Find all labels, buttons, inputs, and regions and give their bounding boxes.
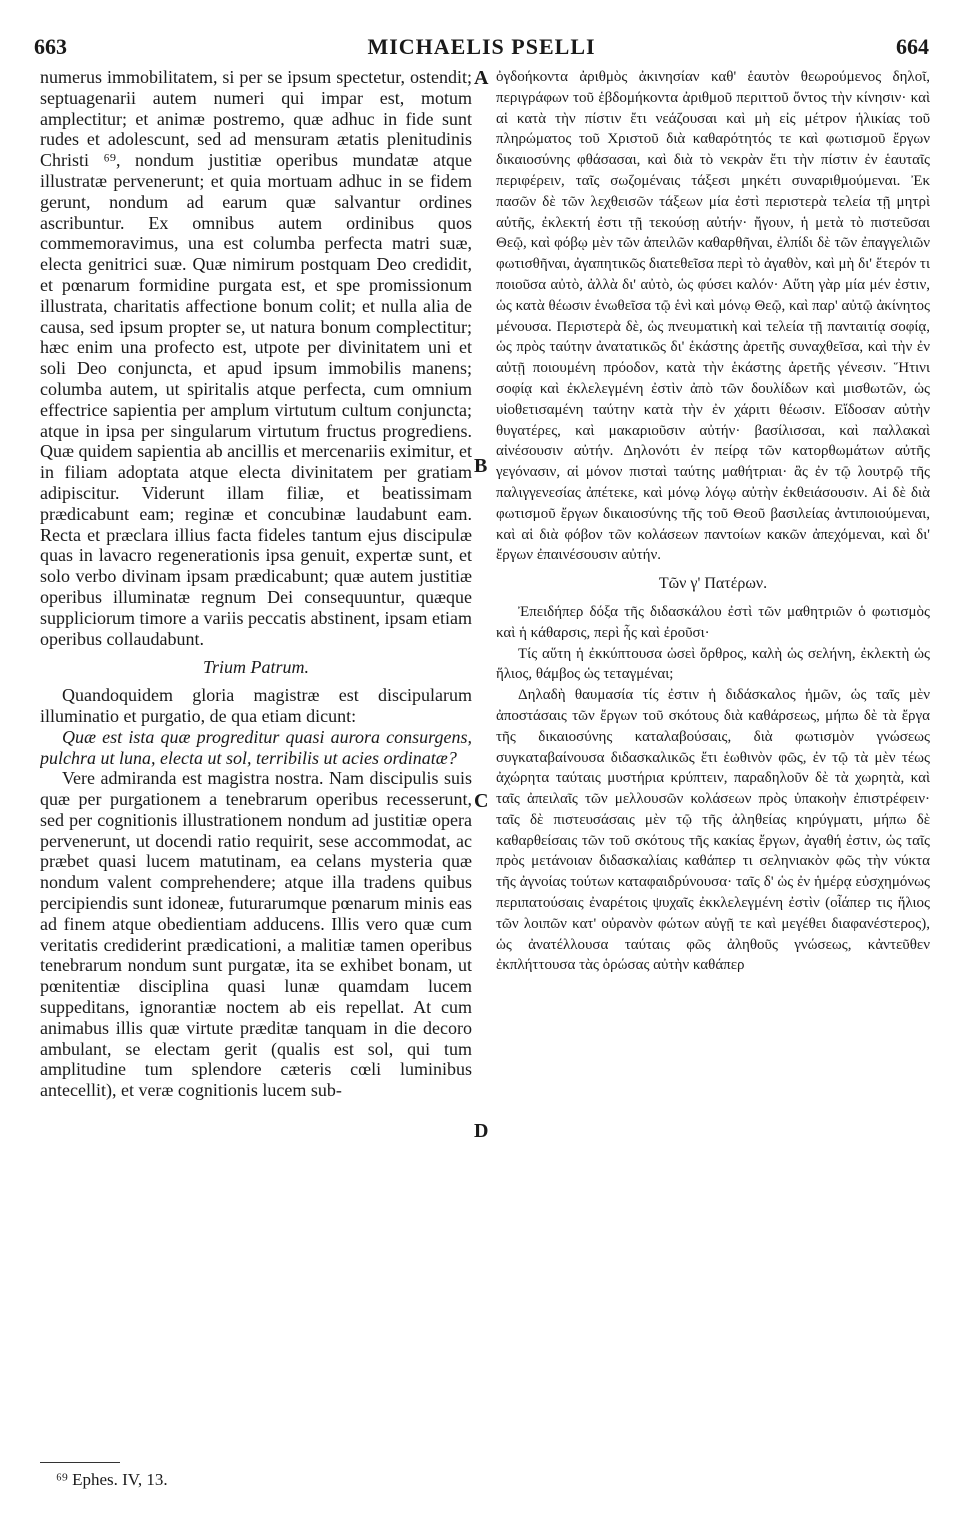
page-header — [34, 34, 929, 64]
page-number-left: 663 — [34, 34, 67, 59]
greek-section-heading: Τῶν γ' Πατέρων. — [658, 575, 768, 593]
margin-marker-c: C — [474, 790, 489, 812]
running-title: MICHAELIS PSELLI — [367, 34, 596, 59]
latin-column — [40, 67, 472, 1462]
footnote: ⁶⁹ Ephes. IV, 13. — [56, 1470, 168, 1489]
latin-quotation: Quæ est ista quæ progreditur quasi aurora consurgens, pulchra ut luna, electa ut sol, terribilis ut acies ordinatæ? — [40, 726, 472, 768]
latin-paragraph-2: Quandoquidem gloria magistræ est discipularum illuminatio et purgatio, de qua etiam dicunt: — [40, 685, 472, 726]
greek-paragraph-1: ὀγδοήκοντα ἀριθμὸς ἀκινησίαν καθ' ἑαυτὸν θεωρούμενος δηλοῖ, περιγράφων τοῦ ἑβδομήκοντα ἀριθμοῦ περιττοῦ ὄντος τὴν κίνησιν· καὶ αἱ κατὰ τὴν πίστιν ἔτι νεάζουσαι καὶ μὴ εἰς μέτρον ἡλικίας τοῦ πληρώματος τοῦ Χριστοῦ διὰ καθαρότητός τε καὶ φωτισμοῦ ἔργων δικαιοσύνης φθάσασαι, καὶ διὰ τὸ νεκρὰν ἔτι τὴν πίστιν ἐν ἑαυταῖς περιφέρειν, ταῖς σωζομέναις τάξεσι μηκέτι συναριθμούμεναι. Ἐκ πασῶν δὲ τῶν λεχθεισῶν τάξεων μία ἐστὶ περιστερὰ τελεία τῇ μητρὶ αὐτῆς, ἐκλεκτή ἐστι τῇ τεκούσῃ αὐτήν· ἤγουν, ἡ μετὰ τὸ πιστεῦσαι Θεῷ, καὶ φόβῳ μὲν τῶν ἀπειλῶν καθαρθῆναι, ἐλπίδι δὲ τῶν ἐπαγγελιῶν φωτισθῆναι, ἀγαπητικῶς διατεθεῖσα περὶ τὸ ἀγαθὸν, καὶ μὴ δι' ἕτερόν τι ποιοῦσα αὐτὸ, ἀλλὰ δι' αὐτὸ, ὡς φύσει καλόν· Αὕτη γὰρ μία μέν ἐστιν, ὡς κατὰ θέωσιν ἑνωθεῖσα τῷ ἑνὶ καὶ μόνῳ Θεῷ, καὶ παρ' αὐτῷ ἀκίνητος μένουσα. Περιστερὰ δὲ, ὡς πνευματικὴ καὶ τελεία τῇ πανταιτίᾳ σοφίᾳ, ὡς πρὸς ταύτην ἀνατατικῶς δι' ἑκάστης ἀρετῆς συναχθεῖσα, καὶ τὴν ἐν αὐτῇ ποιουμένη πρόοδον, κατὰ τὴν ἑκάστης ἀρετῆς γένεσιν. Ἥτινι σοφίᾳ καὶ ἐκλελεγμένη ἐστὶν ἀπὸ τῶν δουλίδων καὶ μισθωτῶν, ὡς υἱοθετισαμένη ταύτην κατὰ τὴν ἐν χάριτι θέωσιν. Εἴδοσαν αὐτὴν θυγατέρες, καὶ μακαριοῦσιν αὐτήν· βασίλισσαι, καὶ παλλακαὶ αἰνέσουσιν αὐτήν. Δηλονότι ἐν πείρᾳ τῶν κατορθωμάτων αὐτῆς γεγόνασιν, αἱ μόνον πισταὶ ταύτης μαθήτριαι· ἃς ἐν τῷ λουτρῷ τῆς παλιγγενεσίας ἀπέτεκε, καὶ μόνῳ λόγῳ αὐτὴν ἐκθειάσουσιν. Αἱ δὲ διὰ φωτισμοῦ ἔργων δικαιοσύνης τῆς τοῦ Θεοῦ βασιλείας ἀντιποιούμεναι, καὶ αἱ διὰ φόβον τῶν κολάσεων παντοίων κακῶν ἀπεχόμεναι, καὶ δι' ἔργων ἐπαινέσουσιν αὐτήν. — [496, 69, 930, 564]
greek-paragraph-3: Δηλαδὴ θαυμασία τίς ἐστιν ἡ διδάσκαλος ἡμῶν, ὡς ταῖς μὲν ἀποστάσαις τῶν ἔργων τοῦ σκότους διὰ καθάρσεως, μήπω δὲ τὰ ἔργα τῆς δικαιοσύνης καταλαβούσαις, διὰ φωτισμὸν γνώσεως συγκαταβαίνουσα διδασκαλικῶς ἔτι ἑωθινὸν φῶς, ἐν τῷ τὰ μὲν τέως ἀχώρητα ταύταις μυστήρια κρύπτειν, παραδηλοῦν δὲ τὰ χωρητὰ, καὶ ταῖς ἀπειλαῖς τῶν μελλουσῶν κολάσεων πρὸς ὑπακοὴν ἐπιστρέφειν· ταῖς δὲ πιστευσάσαις μὲν τῷ τῆς ἀληθείας κηρύγματι, μήπω δὲ καθαρθείσαις τῶν τοῦ σκότους τῆς κακίας ἔργων, ἀγαθή ἐστιν, ὡς ταῖς πρὸς μετάνοιαν διδασκαλίαις καθάπερ τι σεληνιακὸν φῶς τὴν νύκτα τῆς ἀγνοίας τούτων καταφαιδρύνουσα· ταῖς δ' ὡς ἐν ἡμέρᾳ εὐσχημόνως περιπατούσαις ἐναρέτοις ψυχαῖς ἐκκλελεγμένη ἐστὶν (οἷάπερ τις ἥλιος τῶν λοιπῶν κατ' οὐρανὸν φώτων αὐγῇ τε καὶ μεγέθει διαφανέστερος), ὡς ἀνατέλλουσα ταύταις φῶς ἀληθοῦς γνώσεως, κἀντεῦθεν ἐκπλήττουσα τὰς ὁρώσας αὐτὴν καθάπερ — [496, 687, 930, 974]
margin-marker-b: B — [474, 455, 488, 477]
greek-quotation: Τίς αὕτη ἡ ἐκκύπτουσα ὡσεὶ ὄρθρος, καλὴ ὡς σελήνη, ἐκλεκτὴ ὡς ἥλιος, θάμβος ὡς τεταγμέναι; — [496, 645, 930, 683]
margin-marker-d: D — [474, 1120, 489, 1142]
footnote-rule — [40, 1462, 120, 1463]
margin-marker-a: A — [474, 67, 489, 89]
greek-paragraph-2: Ἐπειδήπερ δόξα τῆς διδασκάλου ἐστὶ τῶν μαθητριῶν ὁ φωτισμὸς καὶ ἡ κάθαρσις, περὶ ἧς καὶ ἐροῦσι· — [496, 603, 930, 641]
latin-paragraph-3: Vere admiranda est magistra nostra. Nam discipulis suis quæ per purgationem a tenebrarum operibus recesserunt, sed per cognitionis illustrationem nondum ad justitiæ opera pervenerunt, ut docendi ratio requirit, sese accommodat, ac præbet quasi lucem matutinam, ea celans mysteria quæ nondum valent comprehendere; atque illa tradens quibus percipiendis sunt idoneæ, futurarumque pœnarum minis eas ad finem atque obedientiam adducens. Illis vero quæ cum veritatis crediderint prædicationi, a malitiæ tamen operibus tenebrarum nondum sunt purgatæ, ita se exhibet bonam, ut pœnitentiæ disciplina quasi lunæ quamdam lucem suppeditans, ignorantiæ noctem ab eis repellat. At cum animabus illis quæ virtute præditæ tanquam in die decoro ambulant, se electam gerit (qualis est sol, qui tum amplitudine tum splendore cæteris cœli luminibus antecellit), et veræ cognitionis lucem sub- — [40, 768, 472, 1101]
latin-section-heading: Trium Patrum. — [202, 657, 310, 678]
latin-paragraph-1: numerus immobilitatem, si per se ipsum spectetur, ostendit; septuagenarii autem numeri qui impar est, motum amplectitur; et animæ postremo, quæ adhuc in fide sunt rudes et adolescunt, sed ad mensuram ætatis plenitudinis Christi ⁶⁹, nondum justitiæ operibus mundatæ atque illustratæ pervenerunt; et quia mortuam adhuc in se fidem gerunt, nondum ad earum quæ salvantur ordines ascribuntur. Ex omnibus autem ordinibus quos commemoravimus, una est columba perfecta matri suæ, electa genitrici suæ. Quæ nimirum postquam Deo credidit, et pœnarum formidine purgata est, et spe promissionum illustrata, charitatis affectione bonum colit; et nulla alia de causa, sed ipsum propter se, ut natura bonum complectitur; hæc enim una profecto est, utpote per divinitatem uni et soli Deo conjuncta, et apud ipsum immobilis manens; columba autem, ut spiritalis atque perfecta, cum omnium effectrice sapientia per amplum virtutum cultum conjuncta; atque in ipsa per singularum virtutum fructus progrediens. Quæ quidem sapientia ab ancillis et mercenariis eximitur, et in filiam adoptata atque electa divinitatem per gratiam adipiscitur. Viderunt illam filiæ, et beatissimam prædicabunt eam; reginæ et concubinæ laudabunt eam. Recta et præclara illius facta fideles tantum ejus discipulæ quas in lavacro regenerationis ipsa genuit, expertæ sunt, et solo verbo divinam ipsam prædicabunt; quæ autem justitiæ operibus illuminatæ regnum Dei consequuntur, quæque suppliciorum timore a variis peccatis abstinent, ipsam etiam operibus collaudabunt. — [40, 67, 472, 649]
greek-column — [496, 67, 930, 1457]
page-number-right: 664 — [896, 34, 929, 59]
